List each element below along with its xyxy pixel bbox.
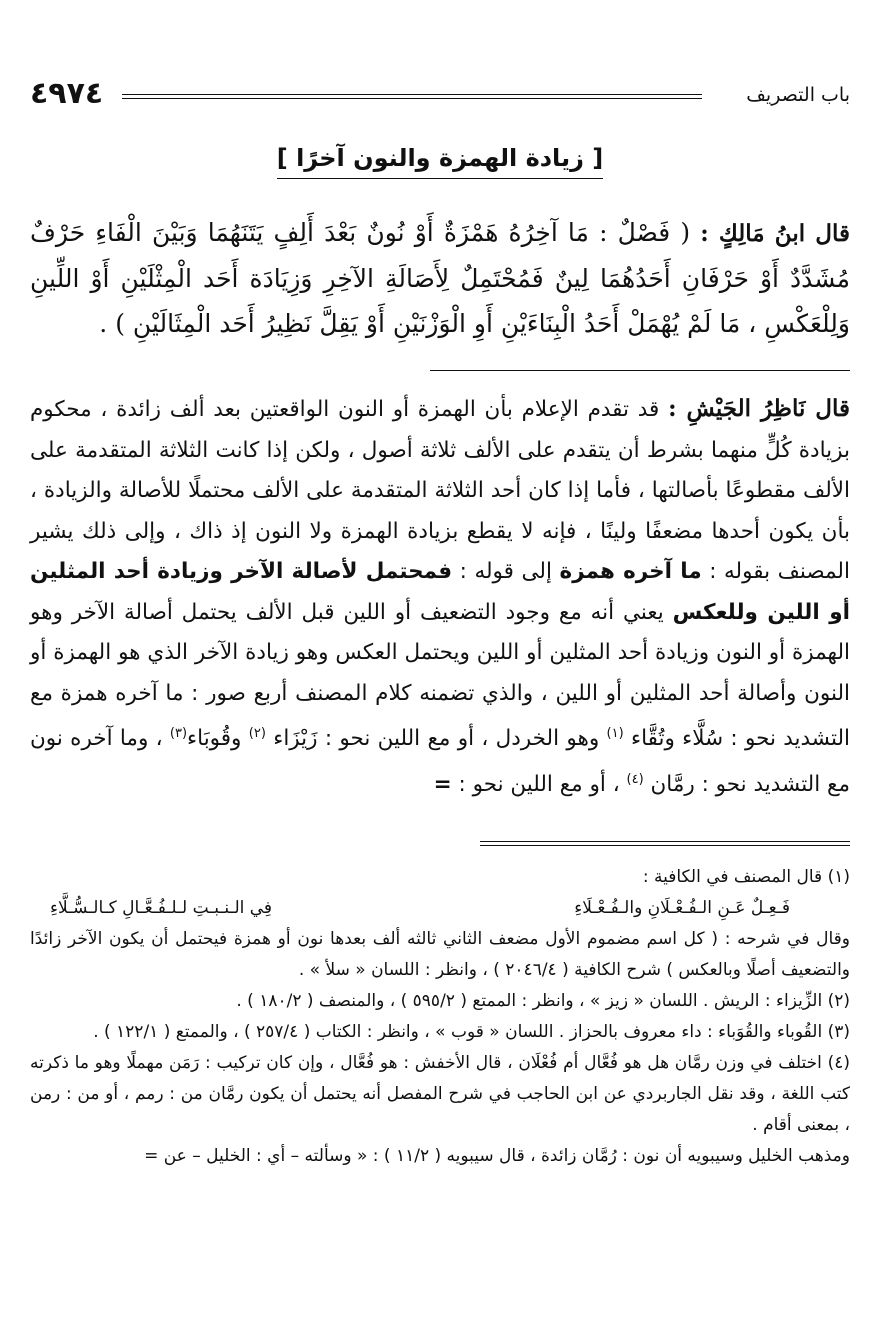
- footnote-1: [30, 862, 850, 986]
- sharh-speaker: قال نَاظِرُ الجَيْشِ :: [668, 395, 850, 422]
- footnote-1-label: (١) قال المصنف في الكافية :: [642, 867, 850, 888]
- book-page: [30, 70, 850, 1172]
- footnote-4-continuation: ومذهب الخليل وسيبويه أن نون : رُمَّان زائدة ، قال سيبويه ( ١١/٢ ) : « وسألته – أي : الخليل – عن =: [144, 1146, 850, 1167]
- footnote-1-text: وقال في شرحه : ( كل اسم مضموم الأول مضعف الثاني ثالثه ألف بعدها نون أو همزة فيحتمل أن يكون الآخر زائدًا والتضعيف أصلًا وبالعكس ) شرح الكافية ( ٢٠٤٦/٤ ) ، وانظر : اللسان « سلأ » .: [30, 929, 850, 981]
- verse-hemistich-1: فَـعِـلٌ عَـنِ الـفُـعْـلَانِ والـفُـعْـلَاءِ: [574, 898, 790, 919]
- matn-text: ( فَصْلٌ : مَا آخِرُهُ هَمْزَةٌ أَوْ نُونٌ بَعْدَ أَلِفٍ يَتَنَهُمَا وَبَيْنَ الْفَاءِ حَرْفٌ مُشَدَّدٌ أَوْ حَرْفَانِ أَحَدُهُمَا لِينٌ فَمُحْتَمِلٌ لِأَصَالَةِ الآخِرِ وَزِيَادَة أَحَد الْمِثْلَيْنِ أَوْ اللِّينِ وَلِلْعَكْسِ ، مَا لَمْ يُهْمَلْ أَحَدُ الْبِنَاءَيْنِ أَوِ الْوَزْنَيْنِ أَوْ يَقِلَّ نَظِيرُ أَحَد الْمِثَالَيْنِ ) .: [30, 218, 850, 338]
- section-title: [30, 144, 850, 172]
- sharh-text-3: يعني أنه مع وجود التضعيف أو اللين قبل الألف يحتمل أصالة الآخر وهو الهمزة أو النون وزيادة أحد المثلين أو اللين ويحتمل العكس وهو زيادة الآخر الذي هو الهمزة أو النون وأصالة أحد المثلين أو اللين ، والذي تضمنه كلام المصنف أربع صور : ما آخره همزة مع التشديد نحو : سُلَّاء وتُقَّاء: [30, 599, 850, 752]
- footnote-3: [30, 1017, 850, 1048]
- sharh-text-6: ، وما آخره نون مع التشديد نحو : رمَّان: [30, 726, 850, 797]
- footnote-ref-4[interactable]: (٤): [626, 771, 644, 787]
- sharh-text-2: إلى قوله :: [459, 559, 552, 584]
- sharh-text-1: قد تقدم الإعلام بأن الهمزة أو النون الواقعتين بعد ألف زائدة ، محكوم بزيادة كُلٍّ منهما بشرط أن يتقدم على الألف ثلاثة أصول ، ولكن إذا كانت الثلاثة المتقدمة على الألف مقطوعًا بأصالتها ، فأما إذا كان أحد الثلاثة المتقدمة على الألف محتملًا للأصالة والزيادة ، بأن يكون أحدها مضعفًا ولينًا ، فإنه لا يقطع بزيادة الهمزة ولا النون إذ ذاك ، وإلى ذلك يشير المصنف بقوله :: [30, 397, 850, 584]
- sharh-paragraph: [30, 389, 850, 805]
- sharh-text-7: ، أو مع اللين نحو :: [458, 771, 620, 797]
- header-double-rule: [122, 94, 702, 99]
- matn-paragraph: [30, 210, 850, 346]
- section-title-text: [ زيادة الهمزة والنون آخرًا ]: [277, 144, 603, 179]
- footnote-2-text: (٢) الزِّيزاء : الريش . اللسان « زيز » ، وانظر : الممتع ( ٥٩٥/٢ ) ، والمنصف ( ١٨٠/٢ ) .: [236, 991, 850, 1012]
- quoted-matn-2: فمحتمل لأصالة الآخر وزيادة أحد المثلين أو اللين وللعكس: [30, 559, 850, 625]
- page-header: [30, 70, 850, 110]
- footnote-ref-2[interactable]: (٢): [248, 726, 266, 741]
- footnote-3-text: (٣) القُوباء والقُوَباء : داء معروف بالحزاز . اللسان « قوب » ، وانظر : الكتاب ( ٢٥٧/٤ ) ، والممتع ( ١٢٢/١ ) .: [93, 1022, 850, 1043]
- footnote-separator: [480, 841, 850, 846]
- page-number: ٤٩٧٤: [30, 76, 104, 111]
- verse-hemistich-2: فِي الـنـبـتِ لـلـفُـعَّـالِ كـالـسُّـلَّاءِ: [50, 898, 273, 919]
- running-title: باب التصريف: [746, 84, 850, 106]
- sharh-text-5: وقُوبَاء: [187, 726, 242, 752]
- footnote-ref-3[interactable]: (٣): [169, 726, 188, 741]
- quoted-matn-1: ما آخره همزة: [559, 559, 702, 584]
- verse-line: [30, 893, 850, 924]
- footnote-2: [30, 986, 850, 1017]
- footnote-ref-1[interactable]: (١): [606, 726, 624, 741]
- footnotes: [30, 862, 850, 1172]
- continuation-mark: =: [433, 771, 452, 797]
- matn-speaker: قال ابنُ مَالِكٍ :: [700, 220, 851, 247]
- sharh-text-4: وهو الخردل ، أو مع اللين نحو : زَيْزَاء: [273, 726, 600, 752]
- footnote-4-text: (٤) اختلف في وزن رمَّان هل هو فُعَّال أم فُعْلَان ، قال الأخفش : هو فُعَّال ، وإن كان تركيب : رَمَن مهملًا وهو ما ذكرته كتب اللغة ، وقد نقل الجاربردي عن ابن الحاجب في شرح المفصل أنه يحتمل أن يكون رمَّان من : رمم ، أو من : رمن ، بمعنى أقام .: [30, 1053, 850, 1136]
- matn-separator: [430, 370, 850, 371]
- footnote-4: [30, 1048, 850, 1172]
